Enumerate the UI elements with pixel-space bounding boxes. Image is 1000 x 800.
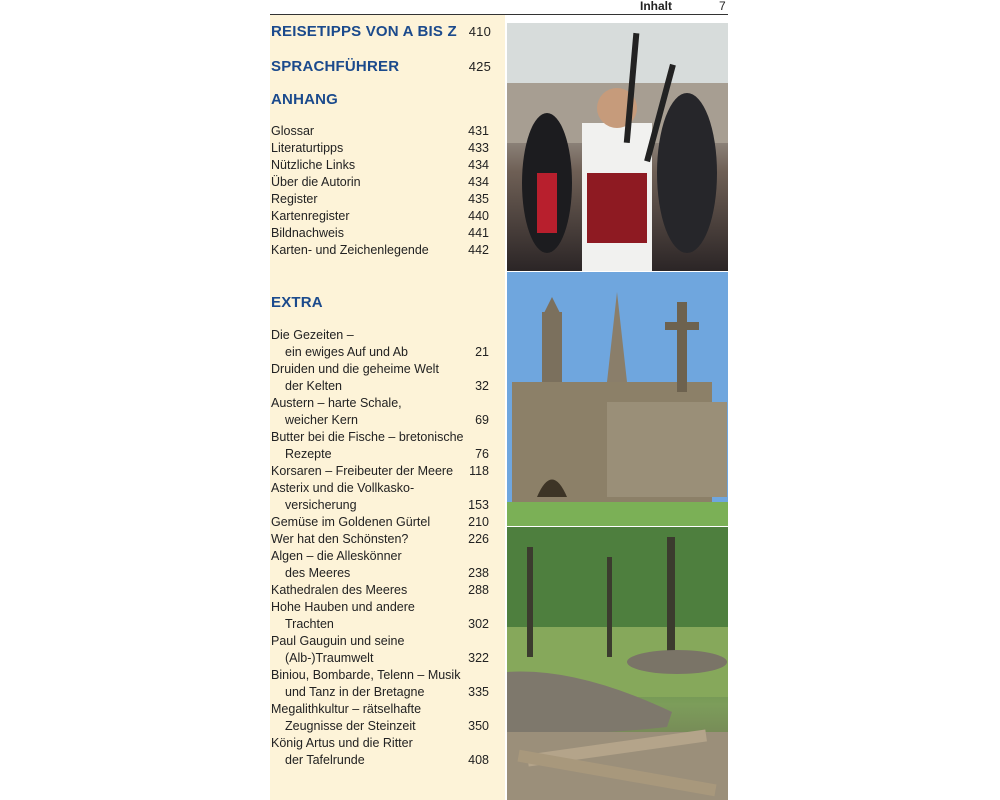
toc-entry-page: 21 (475, 345, 489, 359)
section-title: ANHANG (271, 91, 339, 108)
section-title: SPRACHFÜHRER (271, 58, 400, 75)
toc-entry (271, 548, 489, 565)
toc-entry (285, 752, 489, 769)
toc-entry (285, 565, 489, 582)
toc-entry (271, 361, 489, 378)
toc-entry (285, 718, 489, 735)
toc-entry-page: 440 (468, 209, 489, 223)
toc-entry-page: 442 (468, 243, 489, 257)
megalith-forest-photo (507, 527, 728, 800)
toc-entry-label: Über die Autorin (271, 175, 361, 189)
toc-entry-page: 434 (468, 158, 489, 172)
toc-entry-label: weicher Kern (285, 413, 358, 427)
toc-entry-label: der Kelten (285, 379, 342, 393)
toc-entry (271, 174, 489, 191)
toc-entry-label: Korsaren – Freibeuter der Meere (271, 464, 454, 478)
table-of-contents-column (270, 15, 505, 800)
toc-entry-label: Druiden und die geheime Welt (271, 362, 439, 376)
toc-entry-page: 335 (468, 685, 489, 699)
toc-entry (271, 429, 489, 446)
toc-entry-page: 431 (468, 124, 489, 138)
running-header-title: Inhalt (640, 0, 672, 13)
toc-entry-page: 350 (468, 719, 489, 733)
toc-entry (271, 242, 489, 259)
section-title: REISETIPPS VON A BIS Z (271, 23, 457, 40)
toc-entry-page: 433 (468, 141, 489, 155)
toc-entry (271, 633, 489, 650)
toc-entry (271, 531, 489, 548)
toc-entry-label: des Meeres (285, 566, 351, 580)
toc-entry-page: 118 (469, 464, 489, 478)
toc-entry (285, 344, 489, 361)
toc-entry (271, 514, 489, 531)
toc-entry-page: 441 (468, 226, 489, 240)
toc-entry (271, 667, 489, 684)
toc-entry-label: Literaturtipps (271, 141, 344, 155)
bagpiper-illustration (507, 23, 728, 271)
toc-entry-label: (Alb-)Traumwelt (285, 651, 374, 665)
toc-entry-page: 322 (468, 651, 489, 665)
section-page: 410 (468, 24, 491, 39)
toc-entry-page: 408 (468, 753, 489, 767)
church-illustration (507, 272, 728, 526)
toc-entry (271, 701, 489, 718)
toc-entry-label: Algen – die Alleskönner (271, 549, 402, 563)
bagpiper-photo (507, 23, 728, 271)
toc-entry (271, 327, 489, 344)
toc-entry-label: Glossar (271, 124, 315, 138)
toc-entry-label: Megalithkultur – rätselhafte (271, 702, 422, 716)
section-extra (271, 294, 491, 311)
toc-entry-label: versicherung (285, 498, 357, 512)
toc-entry (285, 378, 489, 395)
toc-entry-page: 76 (475, 447, 489, 461)
toc-entry-page: 153 (468, 498, 489, 512)
section-page: 425 (468, 59, 491, 74)
toc-entry (271, 463, 489, 480)
toc-entry (285, 650, 489, 667)
megalith-illustration (507, 527, 728, 800)
toc-entry-label: König Artus und die Ritter (271, 736, 413, 750)
toc-entry-label: Gemüse im Goldenen Gürtel (271, 515, 431, 529)
section-sprachfuehrer (271, 58, 491, 75)
toc-entry-label: Wer hat den Schönsten? (271, 532, 409, 546)
toc-entry-label: Register (271, 192, 318, 206)
toc-entry-label: und Tanz in der Bretagne (285, 685, 425, 699)
toc-entry (271, 191, 489, 208)
toc-entry-label: der Tafelrunde (285, 753, 365, 767)
section-anhang (271, 91, 491, 108)
toc-entry-label: Asterix und die Vollkasko- (271, 481, 415, 495)
toc-entry-page: 434 (468, 175, 489, 189)
calvary-church-photo (507, 272, 728, 526)
toc-entry (285, 412, 489, 429)
toc-entry (285, 684, 489, 701)
toc-entry (271, 157, 489, 174)
toc-entry-page: 32 (475, 379, 489, 393)
toc-entry-label: Trachten (285, 617, 334, 631)
toc-entry (271, 123, 489, 140)
toc-entry-label: Zeugnisse der Steinzeit (285, 719, 416, 733)
toc-entry-label: Biniou, Bombarde, Telenn – Musik (271, 668, 461, 682)
toc-entry (285, 616, 489, 633)
toc-entry (271, 599, 489, 616)
toc-entry-label: Bildnachweis (271, 226, 344, 240)
toc-entry-page: 238 (468, 566, 489, 580)
running-header-page-number: 7 (719, 0, 726, 13)
toc-entry-page: 302 (468, 617, 489, 631)
toc-entry (271, 395, 489, 412)
toc-entry (271, 208, 489, 225)
toc-entry-label: ein ewiges Auf und Ab (285, 345, 409, 359)
toc-entry-label: Kartenregister (271, 209, 350, 223)
toc-entry-label: Nützliche Links (271, 158, 356, 172)
toc-entry-label: Rezepte (285, 447, 332, 461)
toc-entry-label: Die Gezeiten – (271, 328, 354, 342)
section-title: EXTRA (271, 294, 323, 311)
toc-entry (271, 735, 489, 752)
toc-entry-label: Kathedralen des Meeres (271, 583, 408, 597)
toc-entry (271, 582, 489, 599)
toc-entry (285, 497, 489, 514)
toc-entry-page: 435 (468, 192, 489, 206)
toc-entry-label: Austern – harte Schale, (271, 396, 402, 410)
toc-entry-page: 226 (468, 532, 489, 546)
toc-entry-page: 210 (468, 515, 489, 529)
toc-entry (285, 446, 489, 463)
toc-entry-page: 69 (475, 413, 489, 427)
toc-entry-label: Butter bei die Fische – bretonische (271, 430, 464, 444)
toc-entry (271, 225, 489, 242)
toc-entry-label: Karten- und Zeichenlegende (271, 243, 429, 257)
toc-entry (271, 480, 489, 497)
toc-entry-label: Paul Gauguin und seine (271, 634, 405, 648)
section-reisetipps (271, 23, 491, 40)
toc-entry (271, 140, 489, 157)
photo-strip (507, 23, 728, 800)
toc-entry-label: Hohe Hauben und andere (271, 600, 415, 614)
toc-entry-page: 288 (468, 583, 489, 597)
